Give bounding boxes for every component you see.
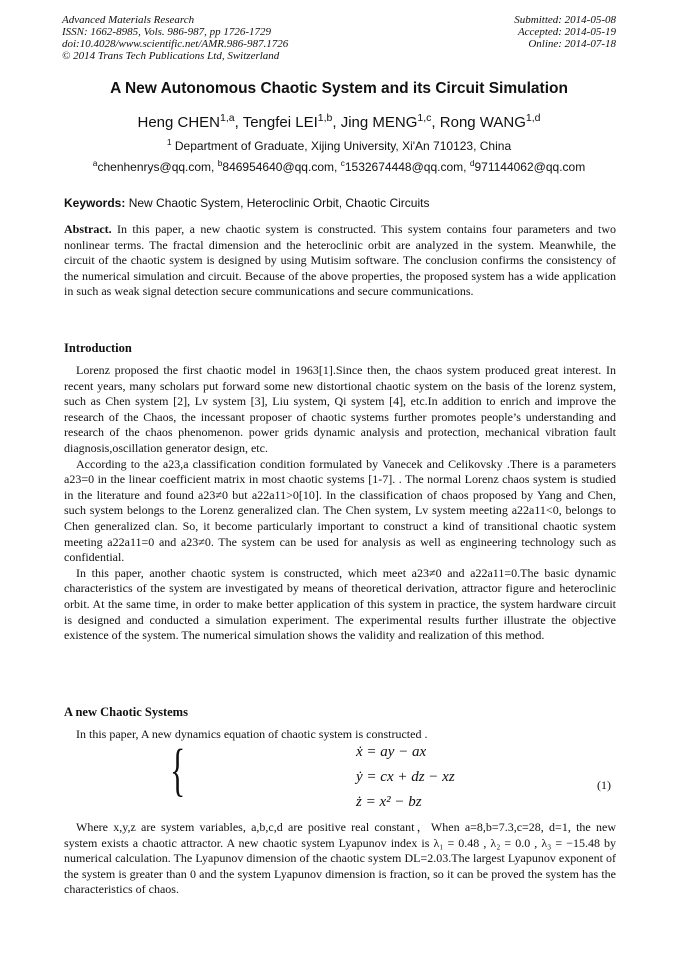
keywords-text: New Chaotic System, Heteroclinic Orbit, Chaotic Circuits: [128, 196, 430, 210]
introduction-body: [64, 363, 616, 644]
accepted-date: Accepted: 2014-05-19: [517, 26, 616, 38]
equation-number: (1): [597, 778, 611, 792]
equation-line: ż = x² − bz: [356, 794, 422, 810]
doi-line: doi:10.4028/www.scientific.net/AMR.986-987.1726: [62, 38, 289, 50]
paragraph: Lorenz proposed the first chaotic model in 1963[1].Since then, the chaos system produced great interest. In recent years, many scholars put forward some new distortional chaotic system on the basis of the lorenz system, such as Chen system [2], Lv system [3], Liu system, Qi system [4], etc.In addition to enrich and improve the research of the Chaos, the incessant proposer of chaotic systems further promotes people’s understanding and research of the chaos phenomenon. power grids dynamic analysis and protection, mechanical vibration fault diagnosis,oscillation generator design, etc.: [64, 363, 616, 455]
author-sup: 1,d: [525, 112, 541, 124]
author-sup: 1,c: [417, 112, 432, 124]
email-sup: b: [217, 158, 223, 168]
keywords-label: Keywords:: [64, 196, 126, 210]
journal-name: Advanced Materials Research: [62, 14, 195, 26]
section-body: [64, 820, 616, 898]
journal-info: [62, 14, 288, 62]
affiliation-text: Department of Graduate, Xijing University, Xi'An 710123, China: [174, 139, 512, 153]
paragraph: Where x,y,z are system variables, a,b,c,d are positive real constant，When a=8,b=7.3,c=28, d=1, the new system exists a chaotic attractor. A new chaotic system Lyapunov index is λ₁ = 0.48 , λ₂ = 0.0 , λ₃ = −15.48 by numerical calculation. The Lyapunov dimension of the chaotic system DL=2.03.The largest Lyapunov exponent of the system is greater than 0 and the system Lyapunov dimension is fraction, so it can be proved the system has the characteristics of chaos.: [64, 820, 616, 897]
email-list: $^a$chenhenrys@qq.com, $^b$846954640@qq.com, $^c$1532674448@qq.com, $^d$971144062@qq.com: [92, 158, 586, 174]
affiliation-sup: 1: [166, 137, 172, 147]
section-intro: [64, 727, 616, 743]
email-link[interactable]: 846954640@qq.com: [222, 160, 334, 174]
online-date: Online: 2014-07-18: [528, 38, 616, 50]
author-name: Rong WANG: [439, 114, 526, 131]
email-sup: c: [340, 158, 345, 168]
affiliation: [0, 139, 678, 153]
author-name: Jing MENG: [340, 114, 418, 131]
dates-info: [514, 14, 616, 50]
submitted-date: Submitted: 2014-05-08: [514, 14, 616, 26]
equation-line: ẏ = cx + dz − xz: [356, 769, 455, 785]
abstract-text: In this paper, a new chaotic system is constructed. This system contains four parameters and two nonlinear terms. The fractal dimension and the heteroclinic orbit are analyzed in the system. Meanwhile, the circuit of the chaotic system is designed by using Mutisim software. The conclusion confirms the consistency of the numerical simulation and circuit. Because of the above properties, the proposed system has a wide application in such as weak signal detection secure communications and secure communications.: [64, 222, 617, 299]
issn-line: ISSN: 1662-8985, Vols. 986-987, pp 1726-1729: [62, 26, 271, 38]
email-sup: a: [92, 158, 98, 168]
paragraph: In this paper, another chaotic system is constructed, which meet a23≠0 and a22a11=0.The basic dynamic characteristics of the system are investigated by means of theoretical derivation, attractor figure and heteroclinic orbit. At the same time, in order to make better application of this system in practice, the system hardware circuit is designed and conducted a simulation experiment. The experimental results further illustrate the objective existence of the system. The numerical simulation shows the validity and realization of this method.: [64, 565, 616, 643]
copyright-line: © 2014 Trans Tech Publications Ltd, Switzerland: [62, 50, 280, 62]
keywords: [64, 196, 616, 210]
equation-brace: {: [170, 737, 186, 802]
abstract-label: Abstract.: [64, 222, 112, 236]
equation-line: ẋ = ay − ax: [356, 744, 427, 760]
paper-title: A New Autonomous Chaotic System and its Circuit Simulation: [110, 80, 568, 97]
section-heading-new-chaotic-systems: A new Chaotic Systems: [64, 705, 188, 719]
email-link[interactable]: 971144062@qq.com: [474, 160, 586, 174]
author-sup: 1,a: [220, 112, 235, 124]
email-sup: d: [469, 158, 475, 168]
author-list: Heng CHEN$^{1,a}$, Tengfei LEI$^{1,b}$, Jing MENG$^{1,c}$, Rong WANG$^{1,d}$: [137, 112, 541, 131]
abstract: [64, 222, 616, 300]
email-link[interactable]: chenhenrys@qq.com: [97, 160, 212, 174]
author-name: Heng CHEN: [137, 114, 221, 131]
paragraph: According to the a23,a classification condition formulated by Vanecek and Celikovsky .There is a parameters a23=0 in the linear coefficient matrix in most chaotic systems [1-7]. . The normal Lorenz chaos system is studied in the literature and found a23≠0 but a22a11>0[10]. In the classification of chaos proposed by Yang and Chen, such system belongs to the Lorenz generalized clan. The Chen system, Lv system meeting a22a11<0, belongs to Chen generalized clan. So, it become particularly important to construct a kind of transitional chaotic system meeting a22a11=0 and a23≠0. The system can be used for analysis as well as engineering technology such as confidential.: [64, 456, 616, 565]
author-sup: 1,b: [317, 112, 333, 124]
paragraph: In this paper, A new dynamics equation of chaotic system is constructed .: [76, 727, 428, 741]
author-name: Tengfei LEI: [242, 114, 318, 131]
email-link[interactable]: 1532674448@qq.com: [344, 160, 464, 174]
section-heading-introduction: Introduction: [64, 341, 132, 355]
